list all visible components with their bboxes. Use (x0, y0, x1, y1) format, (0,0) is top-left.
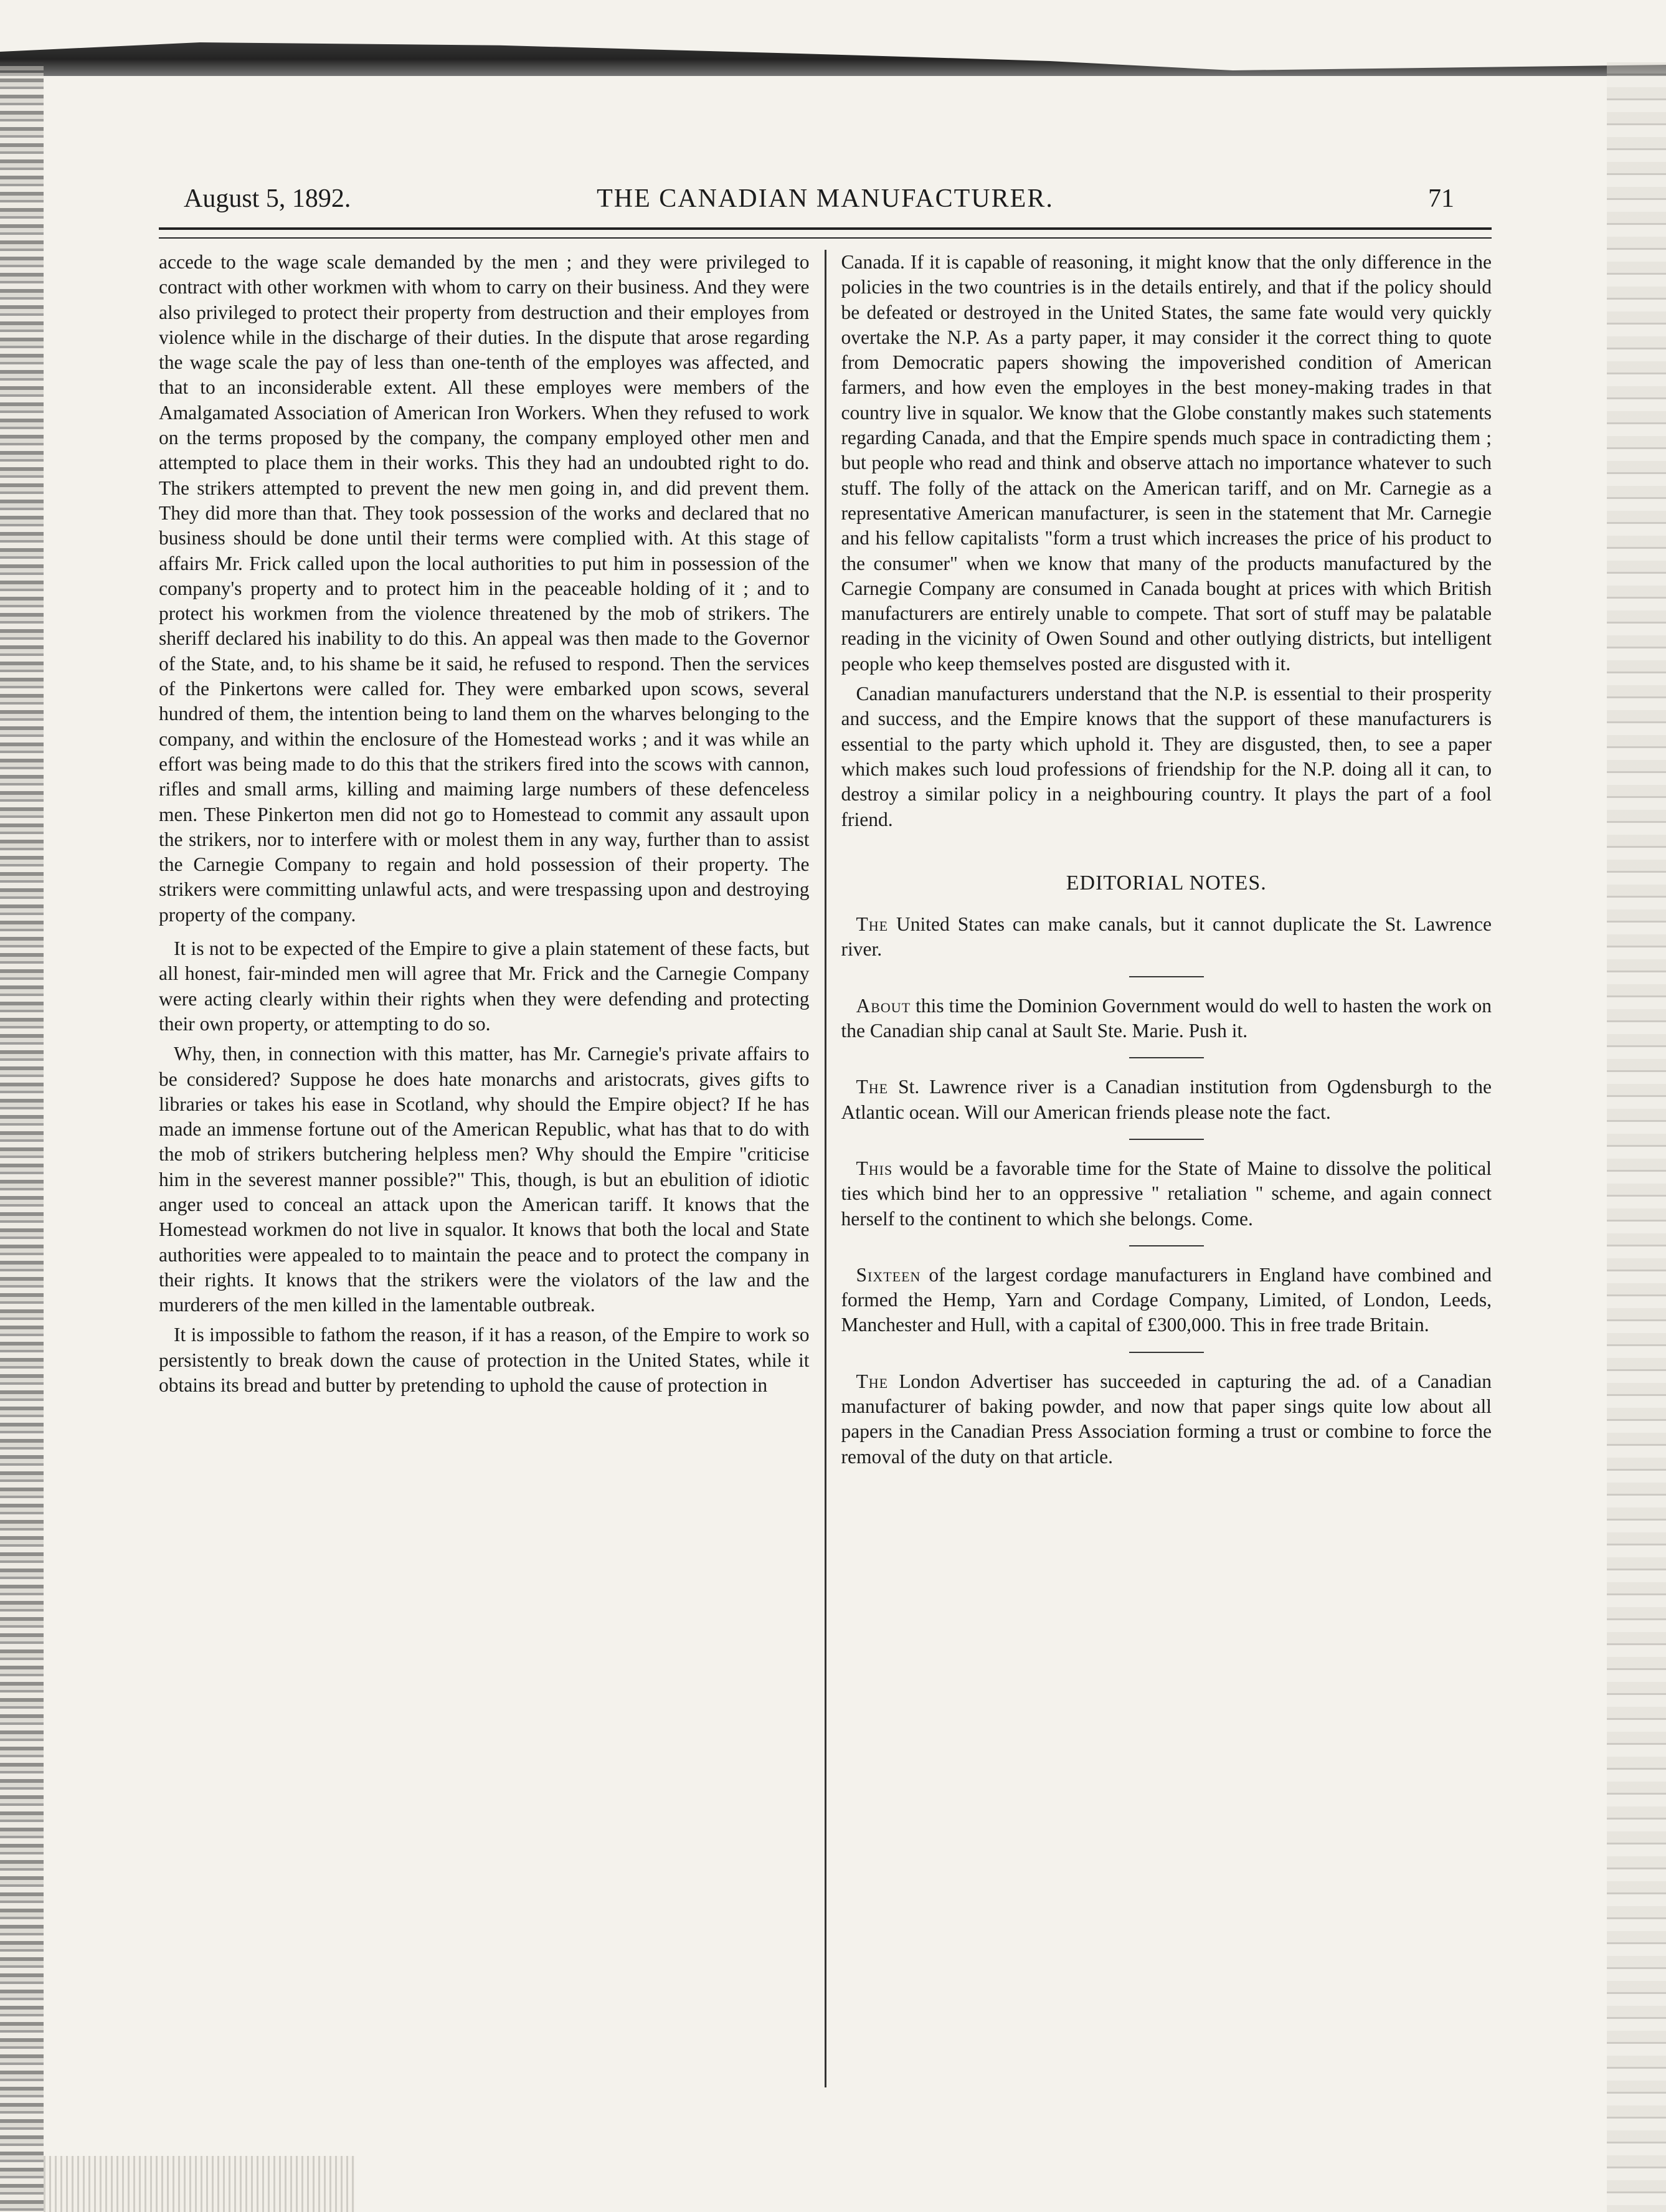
article-paragraph: Canada. If it is capable of reasoning, it might know that the only difference in the policies in the two countries is in the details entirely, and that if the policy should be defeated or destroyed in the United States, the same fate would very quickly overtake the N.P. As a party paper, it may consider it the correct thing to quote from Democratic papers showing the impoverished condition of American farmers, and how even the employes in the best money-making trades in that country live in squalor. We know that the Globe constantly makes such statements regarding Canada, and that the Empire spends much space in contradicting them ; but people who read and think and observe attach no importance whatever to such stuff. The folly of the attack on the American tariff, and on Mr. Carnegie as a representative American manufacturer, is seen in the statement that Mr. Carnegie and his fellow capitalists "form a trust which increases the price of his product to the consumer" when we know that many of the products manufactured by the Carnegie Company are consumed in Canada bought at prices with which British manufacturers are entirely unable to compete. That sort of stuff may be palatable reading in the vicinity of Owen Sound and other outlying districts, but intelligent people who keep themselves posted are disgusted with it. (841, 251, 1492, 675)
note-lead-word: The (856, 913, 889, 936)
article-paragraph: It is not to be expected of the Empire to give a plain statement of these facts, but all honest, fair-minded men will agree that Mr. Frick and the Carnegie Company were acting clearly within their rights when they were defending and protecting their own property, or attempting to do so. (159, 937, 810, 1035)
editorial-note (841, 1075, 1492, 1125)
scan-edge-left (0, 62, 44, 2212)
note-lead-word: Sixteen (856, 1263, 921, 1286)
scan-edge-top (0, 39, 1666, 76)
note-text: this time the Dominion Government would do well to hasten the work on the Canadian ship canal at Sault Ste. Marie. Push it. (841, 994, 1492, 1042)
right-column (826, 250, 1492, 2087)
note-text: United States can make canals, but it cannot duplicate the St. Lawrence river. (841, 913, 1492, 961)
editorial-note (841, 1369, 1492, 1469)
note-separator (1129, 1057, 1204, 1058)
note-separator (1129, 1245, 1204, 1246)
article-paragraph: Canadian manufacturers understand that the N.P. is essential to their prosperity and success, and the Empire knows that the support of these manufacturers is essential to the party which uphold it. They are disgusted, then, to see a paper which makes such loud professions of friendship for the N.P. doing all it can, to destroy a similar policy in a neighbouring country. It plays the part of a fool friend. (841, 683, 1492, 830)
editorial-note (841, 1156, 1492, 1232)
page-number: 71 (1428, 184, 1454, 213)
note-lead-word: The (856, 1370, 889, 1392)
note-text: would be a favorable time for the State of Maine to dissolve the political ties which bind her to an oppressive " retaliation " scheme, and again connect herself to the continent to which she belongs. Come. (841, 1157, 1492, 1230)
article-paragraph: It is impossible to fathom the reason, if it has a reason, of the Empire to work so persistently to break down the cause of protection in the United States, while it obtains its bread and butter by pretending to uphold the cause of protection in (159, 1324, 810, 1397)
editorial-note (841, 994, 1492, 1044)
note-text: London Advertiser has succeeded in capturing the ad. of a Canadian manufacturer of baking powder, and now that paper sings quite low about all papers in the Canadian Press Association forming a trust or combine to force the removal of the duty on that article. (841, 1370, 1492, 1468)
editorial-notes-heading: EDITORIAL NOTES. (1066, 871, 1267, 895)
scan-edge-right (1607, 62, 1666, 2212)
note-separator (1129, 1352, 1204, 1353)
newspaper-page (159, 178, 1492, 2087)
left-column (159, 250, 825, 2087)
note-text: St. Lawrence river is a Canadian institution from Ogdensburgh to the Atlantic ocean. Will our American friends please note the fact. (841, 1076, 1492, 1123)
article-paragraph: accede to the wage scale demanded by the men ; and they were privileged to contract with other workmen with whom to carry on their business. And they were also privileged to protect their property from destruction and their employes from violence while in the discharge of their duties. In the dispute that arose regarding the wage scale the pay of less than one-tenth of the employes was affected, and that to an inconsiderable extent. All these employes were members of the Amalgamated Association of American Iron Workers. When they refused to work on the terms proposed by the company, the company employed other men and attempted to place them in their works. This they had an undoubted right to do. The strikers attempted to prevent the new men going in, and did prevent them. They did more than that. They took possession of the works and declared that no business should be done until their terms were complied with. At this stage of affairs Mr. Frick called upon the local authorities to put him in possession of the company's property and to protect him in the peaceable holding of it ; and to protect his workmen from the violence threatened by the mob of strikers. The sheriff declared his inability to do this. An appeal was then made to the Governor of the State, and, to his shame be it said, he refused to respond. Then the services of the Pinkertons were called for. They were embarked upon scows, several hundred of them, the intention being to land them on the wharves belonging to the company, and within the enclosure of the Homestead works ; and it was while an effort was being made to do this that the strikers fired into the scows with cannon, rifles and small arms, killing and maiming large numbers of these defenceless men. These Pinkerton men did not go to Homestead to commit any assault upon the strikers, nor to interfere with or molest them in any way, further than to assist the Carnegie Company to regain and hold possession of their property. The strikers were committing unlawful acts, and were trespassing upon and destroying property of the company. (159, 251, 810, 926)
scan-edge-bottom (44, 2156, 355, 2212)
note-text: of the largest cordage manufacturers in England have combined and formed the Hemp, Yarn and Cordage Company, Limited, of London, Leeds, Manchester and Hull, with a capital of £300,000. This in free trade Britain. (841, 1263, 1492, 1336)
note-separator (1129, 976, 1204, 977)
editorial-note (841, 1263, 1492, 1338)
page-header (159, 178, 1492, 227)
article-columns (159, 250, 1492, 2087)
note-lead-word: This (856, 1157, 893, 1179)
note-lead-word: The (856, 1076, 889, 1098)
note-separator (1129, 1139, 1204, 1140)
editorial-note (841, 912, 1492, 962)
header-rule (159, 227, 1492, 239)
note-lead-word: About (856, 994, 911, 1017)
article-paragraph: Why, then, in connection with this matter, has Mr. Carnegie's private affairs to be considered? Suppose he does hate monarchs and aristocrats, gives gifts to libraries or takes his ease in Scotland, why should the Empire object? If he has made an immense fortune out of the American Republic, what has that to do with the mob of strikers butchering helpless men? Why should the Empire "criticise him in the severest manner possible?" This, though, is but an ebulition of idiotic anger used to conceal an attack upon the American tariff. It knows that the Homestead workmen do not live in squalor. It knows that both the local and State authorities were appealed to to maintain the peace and to protect the company in their rights. It knows that the strikers were the violators of the law and the murderers of the men killed in the lamentable outbreak. (159, 1043, 810, 1316)
publication-title: THE CANADIAN MANUFACTURER. (597, 184, 1054, 213)
issue-date: August 5, 1892. (184, 184, 351, 213)
